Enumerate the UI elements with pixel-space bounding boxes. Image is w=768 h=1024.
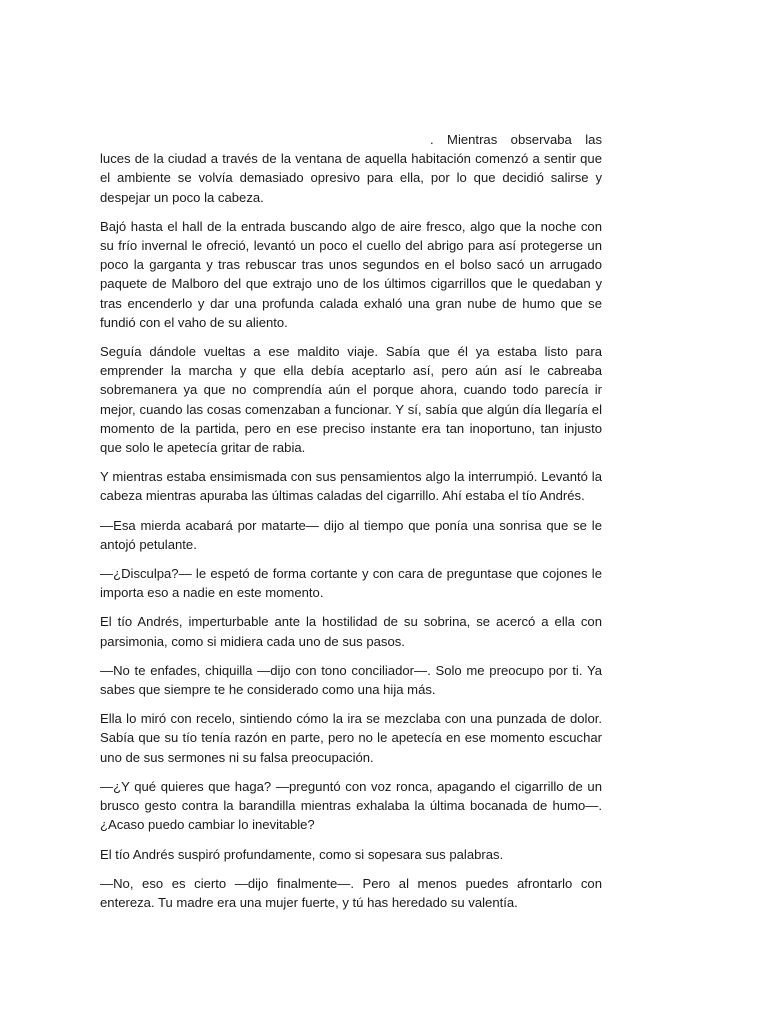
paragraph-11: El tío Andrés suspiró profundamente, como si sopesara sus palabras.	[100, 846, 504, 862]
paragraph-1: . Mientras observaba las luces de la ciudad a través de la ventana de aquella habitación comenzó a sentir que el ambiente se volvía demasiado opresivo para ella, por lo que decidió salirse y despejar un poco la cabeza.	[100, 132, 602, 205]
paragraph-2: Bajó hasta el hall de la entrada buscando algo de aire fresco, algo que la noche con su frío invernal le ofreció, levantó un poco el cuello del abrigo para así protegerse un poco la garganta y tras rebuscar tras unos segundos en el bolso sacó un arrugado paquete de Malboro del que extrajo uno de los últimos cigarrillos que le quedaban y tras encenderlo y dar una profunda calada exhaló una gran nube de humo que se fundió con el vaho de su aliento.	[100, 218, 602, 330]
paragraph-6: —¿Disculpa?— le espetó de forma cortante y con cara de preguntase que cojones le importa eso a nadie en este momento.	[100, 566, 602, 601]
paragraph-7: El tío Andrés, imperturbable ante la hostilidad de su sobrina, se acercó a ella con parsimonia, como si midiera cada uno de sus pasos.	[100, 614, 602, 649]
paragraph-5: —Esa mierda acabará por matarte— dijo al tiempo que ponía una sonrisa que se le antojó petulante.	[100, 517, 602, 552]
paragraph-12: —No, eso es cierto —dijo finalmente—. Pero al menos puedes afrontarlo con entereza. Tu madre era una mujer fuerte, y tú has heredado su valentía.	[100, 875, 602, 910]
document-page	[100, 130, 602, 922]
paragraph-4: Y mientras estaba ensimismada con sus pensamientos algo la interrumpió. Levantó la cabeza mientras apuraba las últimas caladas del cigarrillo. Ahí estaba el tío Andrés.	[100, 469, 602, 504]
paragraph-8: —No te enfades, chiquilla —dijo con tono conciliador—. Solo me preocupo por ti. Ya sabes que siempre te he considerado como una hija más.	[100, 662, 602, 698]
paragraph-10: —¿Y qué quieres que haga? —preguntó con voz ronca, apagando el cigarrillo de un brusco gesto contra la barandilla mientras exhalaba la última bocanada de humo—. ¿Acaso puedo cambiar lo inevitable?	[100, 778, 602, 833]
paragraph-3: Seguía dándole vueltas a ese maldito viaje. Sabía que él ya estaba listo para emprender la marcha y que ella debía aceptarlo así, pero aún así le cabreaba sobremanera ya que no comprendía aún el porque ahora, cuando todo parecía ir mejor, cuando las cosas comenzaban a funcionar. Y sí, sabía que algún día llegaría el momento de la partida, pero en ese preciso instante era tan inoportuno, tan injusto que solo le apetecía gritar de rabia.	[100, 344, 602, 456]
paragraph-9: Ella lo miró con recelo, sintiendo cómo la ira se mezclaba con una punzada de dolor. Sabía que su tío tenía razón en parte, pero no le apetecía en ese momento escuchar uno de sus sermones ni su falsa preocupación.	[100, 711, 602, 765]
